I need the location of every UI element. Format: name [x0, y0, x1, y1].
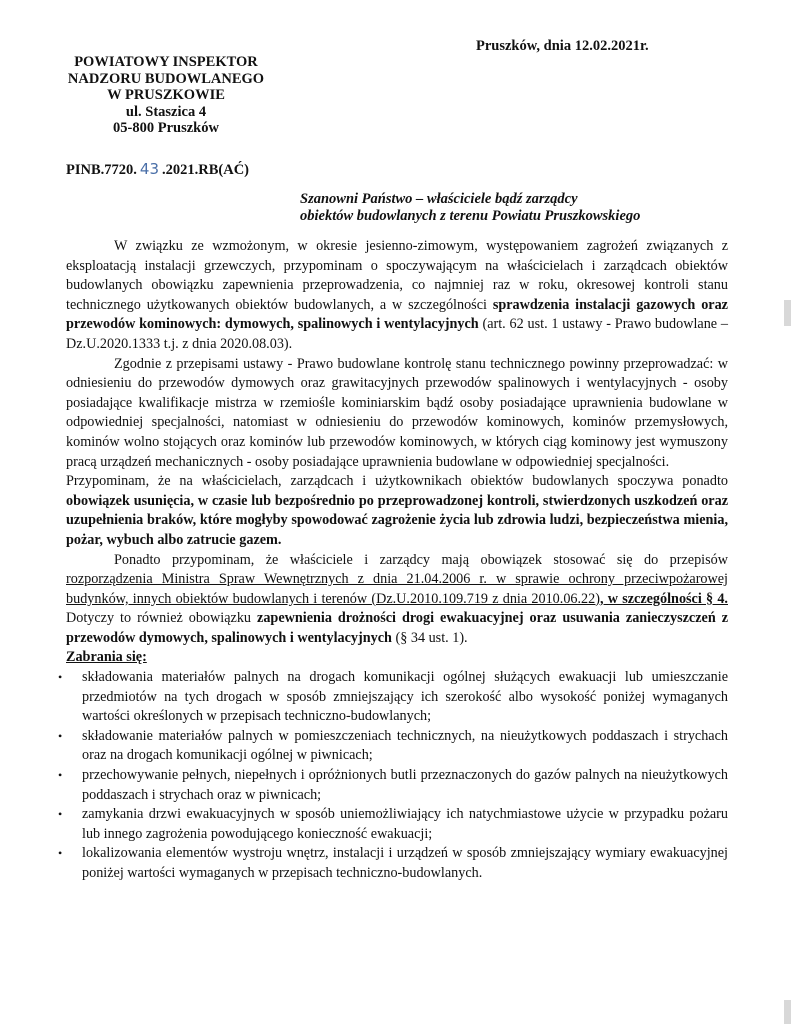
regulation-section: , w szczególności § 4. — [599, 590, 728, 607]
authority-line2: NADZORU BUDOWLANEGO — [67, 70, 265, 87]
bullet-icon: • — [58, 846, 63, 861]
authority-street: ul. Staszica 4 — [125, 103, 207, 120]
prohibitions-heading: Zabrania się: — [66, 649, 147, 666]
list-item: • przechowywanie pełnych, niepełnych i opróżnionych butli przeznaczonych do gazów palnych na nieużytkowych poddaszach i strychach oraz w piwnicach; — [58, 767, 728, 803]
paragraph-repair-obligation: Przypominam, że na właścicielach, zarządcach i użytkownikach obiektów budowlanych spoczywa ponadto obowiązek usunięcia, w czasie lub bezpośrednio po przeprowadzonej kontroli, stwierdzonych uszkodzeń oraz uzupełnienia braków, które mogłyby spowodować zagrożenie życia lub zdrowia ludzi, bezpieczeństwa mienia, pożar, wybuch albo zatrucie gazem. — [66, 473, 728, 548]
reference-suffix: .2021.RB(AĆ) — [162, 162, 249, 178]
date-line: Pruszków, dnia 12.02.2021r. — [476, 38, 649, 54]
salutation-line1: Szanowni Państwo – właściciele bądź zarządcy — [300, 191, 578, 207]
letter-body — [58, 237, 728, 884]
reference-prefix: PINB.7720. — [66, 162, 137, 178]
regulation-citation: rozporządzenia Ministra Spraw Wewnętrznych z dnia 21.04.2006 r. w sprawie ochrony przeciwpożarowej budynków, innych obiektów budowlanych i terenów (Dz.U.2010.109.719 z dnia 2010.06.22) — [66, 571, 728, 607]
salutation-line2: obiektów budowlanych z terenu Powiatu Pruszkowskiego — [300, 208, 641, 224]
paragraph-inspection-reminder: W związku ze wzmożonym, w okresie jesienno-zimowym, występowaniem zagrożeń związanych z eksploatacją instalacji grzewczych, przypominam o spoczywającym na właścicielach i zarządcach obiektów budowlanych obowiązku zapewnienia przeprowadzenia, co najmniej raz w roku, okresowej kontroli stanu technicznego użytkowanych obiektów budowlanych, a w szczególności sprawdzenia instalacji gazowych oraz przewodów kominowych: dymowych, spalinowych i wentylacyjnych (art. 62 ust. 1 ustawy - Prawo budowlane – Dz.U.2020.1333 t.j. z dnia 2020.08.03). — [66, 238, 728, 352]
scan-margin-mark-top — [784, 300, 791, 326]
list-item: • składowanie materiałów palnych w pomieszczeniach technicznych, na nieużytkowych poddaszach i strychach oraz na drogach komunikacji ogólnej w piwnicach; — [58, 727, 728, 764]
authority-line3: W PRUSZKOWIE — [107, 87, 225, 103]
bullet-icon: • — [58, 807, 63, 822]
list-item: • składowania materiałów palnych na drogach komunikacji ogólnej służących ewakuacji lub umieszczanie przedmiotów na tych drogach w sposób zmniejszający ich szerokość albo wysokość poniżej wymaganych wartości określonych w przepisach techniczno-budowlanych; — [58, 669, 728, 725]
reference-handwritten-number: 43 — [139, 160, 159, 178]
authority-line1: POWIATOWY INSPEKTOR — [74, 54, 258, 70]
scan-margin-mark-bottom — [784, 1000, 791, 1024]
paragraph-fire-regulation: Ponadto przypominam, że właściciele i zarządcy mają obowiązek stosować się do przepisów rozporządzenia Ministra Spraw Wewnętrznych z dnia 21.04.2006 r. w sprawie ochrony przeciwpożarowej budynków, innych obiektów budowlanych i terenów (Dz.U.2010.109.719 z dnia 2010.06.22), w szczególności § 4. Dotyczy to również obowiązku zapewnienia drożności drogi ewakuacyjnej oraz usuwania zanieczyszczeń z przewodów dymowych, spalinowych i wentylacyjnych (§ 34 ust. 1). — [66, 551, 728, 646]
salutation — [300, 191, 640, 225]
paragraph-qualified-persons: Zgodnie z przepisami ustawy - Prawo budowlane kontrolę stanu technicznego powinny przeprowadzać: w odniesieniu do przewodów dymowych oraz grawitacyjnych przewodów spalinowych i wentylacyjnych - osoby posiadające kwalifikacje mistrza w rzemiośle kominiarskim bądź osoby posiadające uprawnienia budowlane w odpowiedniej specjalności, natomiast w odniesieniu do przewodów kominowych, kominów przemysłowych, kominów wolno stojących oraz kominów lub przewodów kominowych, w których ciąg kominowy jest wymuszony pracą urządzeń mechanicznych - osoby posiadające uprawnienia budowlane w odpowiedniej specjalności. — [66, 355, 728, 470]
bullet-icon: • — [58, 728, 63, 743]
authority-postal: 05-800 Pruszków — [113, 120, 219, 136]
list-item: • zamykania drzwi ewakuacyjnych w sposób uniemożliwiający ich natychmiastowe użycie w przypadku pożaru lub innego zagrożenia powodującego konieczność ewakuacji; — [58, 806, 728, 842]
bullet-icon: • — [58, 670, 63, 685]
list-item: • lokalizowania elementów wystroju wnętrz, instalacji i urządzeń w sposób zmniejszający wymiary ewakuacyjnej poniżej wartości wymaganych w przepisach techniczno-budowlanych. — [58, 845, 728, 881]
bullet-icon: • — [58, 768, 63, 783]
authority-header — [66, 54, 266, 137]
reference-number — [66, 160, 249, 179]
prohibitions-list — [58, 668, 728, 884]
